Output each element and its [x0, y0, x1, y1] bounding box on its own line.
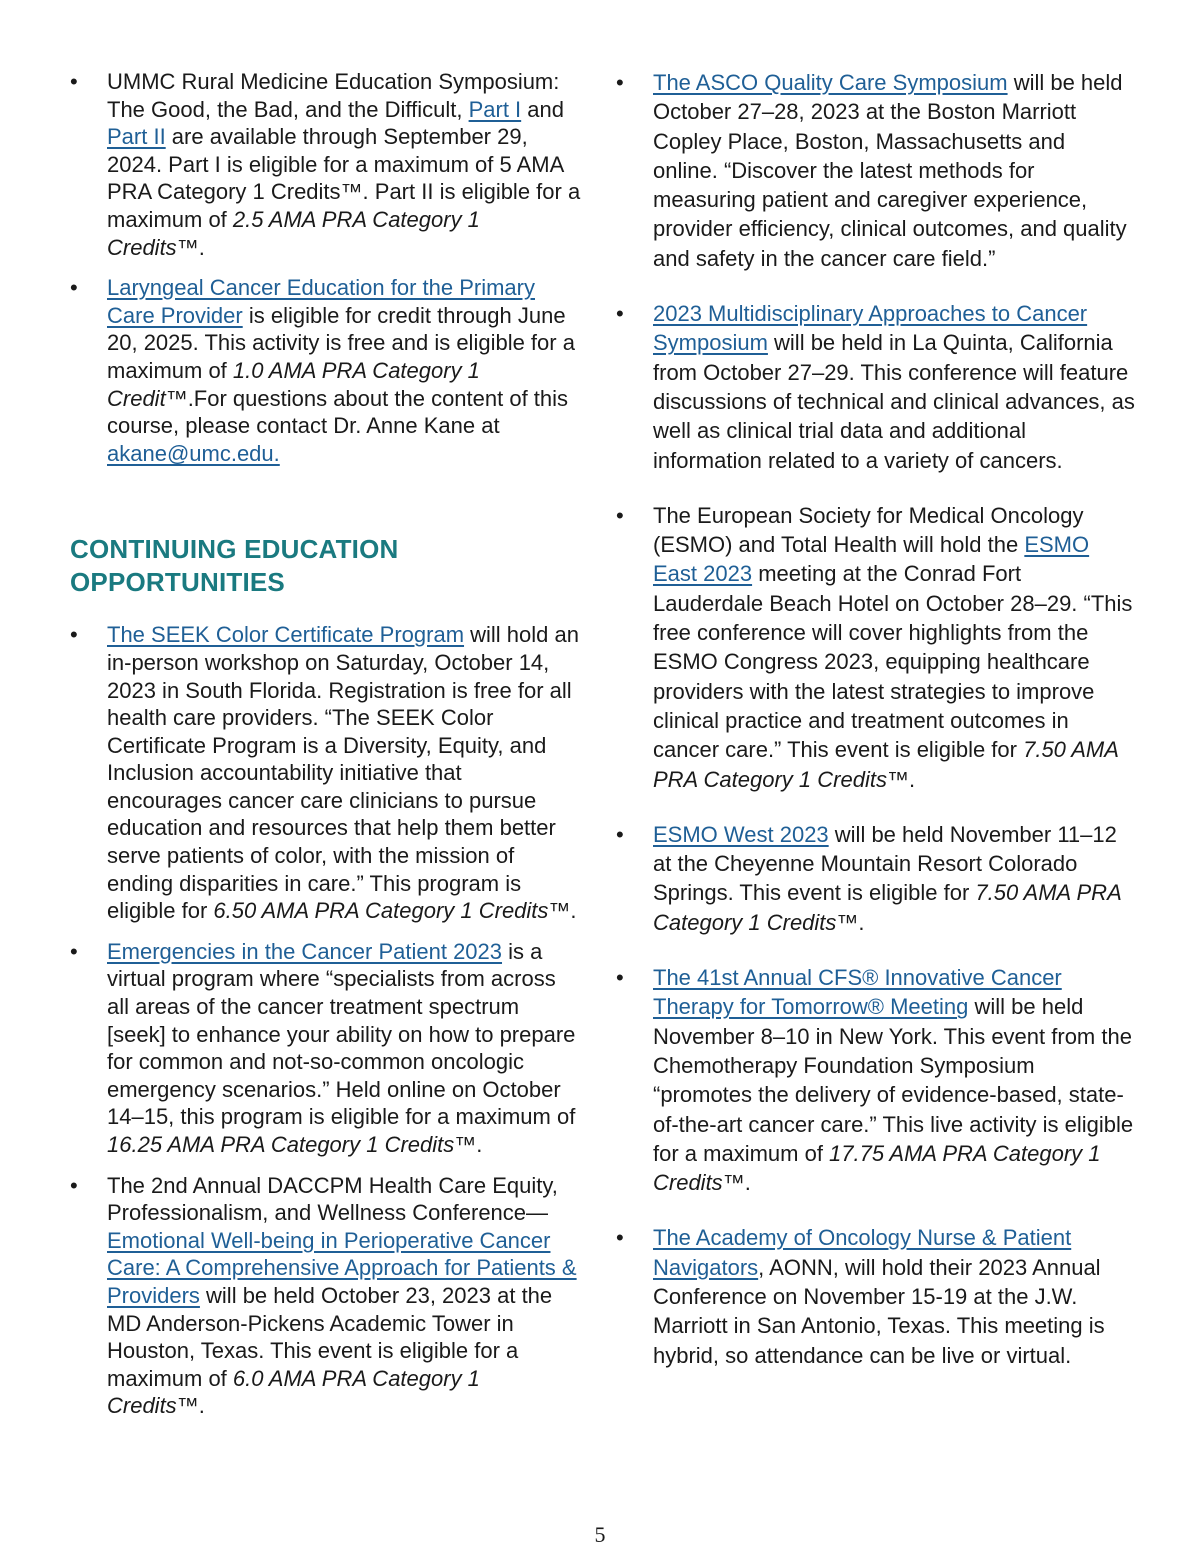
- list-item: [70, 938, 582, 1159]
- credit-text: 6.50 AMA PRA Category 1 Credits: [213, 898, 549, 924]
- body-text: ™.: [836, 909, 865, 935]
- credit-text: 6.0 AMA PRA Category 1 Credits: [107, 1365, 480, 1419]
- body-text: The European Society for Medical Oncology (ESMO) and Total Health will hold the: [653, 502, 1084, 558]
- event-link[interactable]: Part I: [468, 96, 522, 122]
- list-item: [616, 963, 1136, 1197]
- body-text: are available through September 29, 2024. Part I is eligible for a maximum of 5 AMA PRA Category 1 Credits™. Part II is eligible for a maximum of: [107, 124, 581, 232]
- body-text: is a virtual program where “specialists from across all areas of the cancer treatment spectrum [seek] to enhance your ability on how to prepare for common and not-so-common oncologic emergency scenarios.” Held online on October 14–15, this program is eligible for a maximum of: [107, 938, 576, 1130]
- body-text: UMMC Rural Medicine Education Symposium: The Good, the Bad, and the Difficult,: [107, 69, 560, 122]
- body-text: ™.: [886, 766, 916, 792]
- event-link[interactable]: ESMO West 2023: [653, 821, 829, 847]
- event-link[interactable]: The 41st Annual CFS® Innovative Cancer Therapy for Tomorrow® Meeting: [653, 965, 1062, 1020]
- body-text: meeting at the Conrad Fort Lauderdale Beach Hotel on October 28–29. “This free conference will cover highlights from the ESMO Congress 2023, equipping healthcare providers with the latest strategies to improve clinical practice and treatment outcomes in cancer care.” This event is eligible for: [653, 561, 1133, 763]
- left-column: [70, 68, 582, 1433]
- list-item: [616, 68, 1136, 273]
- body-text: will be held in La Quinta, California from October 27–29. This conference will feature discussions of technical and clinical advances, as well as clinical trial data and additional information related to a variety of cancers.: [653, 330, 1135, 473]
- list-item: [70, 68, 582, 261]
- credit-text: 7.50 AMA PRA Category 1 Credits: [653, 880, 1121, 935]
- event-link[interactable]: 2023 Multidisciplinary Approaches to Cancer Symposium: [653, 301, 1088, 356]
- list-item: [70, 621, 582, 925]
- section-heading: CONTINUING EDUCATION OPPORTUNITIES: [70, 534, 399, 598]
- event-link[interactable]: Emotional Well-being in Perioperative Cancer Care: A Comprehensive Approach for Patients & Providers: [107, 1227, 577, 1308]
- event-link[interactable]: akane@umc.edu.: [107, 440, 280, 466]
- credit-text: 2.5 AMA PRA Category 1 Credits: [107, 206, 480, 260]
- credit-text: 16.25 AMA PRA Category 1 Credits: [107, 1132, 455, 1157]
- event-link[interactable]: The Academy of Oncology Nurse & Patient Navigators: [653, 1225, 1072, 1280]
- body-text: ™.: [548, 898, 577, 924]
- event-link[interactable]: The ASCO Quality Care Symposium: [653, 70, 1008, 95]
- body-text: ™.: [722, 1170, 751, 1196]
- list-item: [70, 1172, 582, 1420]
- list-item: [616, 1223, 1136, 1369]
- page-number: 5: [594, 1522, 606, 1547]
- program-list: [70, 68, 582, 467]
- body-text: will hold an in-person workshop on Saturday, October 14, 2023 in South Florida. Registration is free for all health care providers. “The SEEK Color Certificate Program is a Diversity, Equity, and Inclusion accountability initiative that encourages cancer care clinicians to pursue education and resources that help them better serve patients of color, with the mission of ending disparities in care.” This program is eligible for: [107, 622, 579, 924]
- credit-text: 17.75 AMA PRA Category 1 Credits: [653, 1140, 1101, 1196]
- event-link[interactable]: Laryngeal Cancer Education for the Primary Care Provider: [107, 275, 535, 328]
- credit-text: 1.0 AMA PRA Category 1 Credit: [107, 357, 480, 411]
- list-item: [616, 299, 1136, 475]
- body-text: ™.: [176, 1393, 205, 1419]
- list-item: [70, 274, 582, 467]
- body-text: will be held October 23, 2023 at the MD Anderson-Pickens Academic Tower in Houston, Texas. This event is eligible for a maximum of: [107, 1282, 553, 1391]
- right-column: [616, 68, 1136, 1396]
- event-link[interactable]: ESMO East 2023: [653, 532, 1090, 587]
- body-text: ™.: [454, 1132, 483, 1157]
- body-text: , AONN, will hold their 2023 Annual Conference on November 15-19 at the J.W. Marriott in San Antonio, Texas. This meeting is hybrid, so attendance can be live or virtual.: [653, 1254, 1105, 1368]
- list-item: [616, 501, 1136, 794]
- body-text: ™.: [176, 234, 205, 260]
- body-text: will be held November 8–10 in New York. This event from the Chemotherapy Foundation Symposium “promotes the delivery of evidence-based, state-of-the-art cancer care.” This live activity is eligible for a maximum of: [653, 994, 1134, 1166]
- body-text: will be held October 27–28, 2023 at the Boston Marriott Copley Place, Boston, Massachusetts and online. “Discover the latest methods for measuring patient and caregiver experience, provider efficiency, clinical outcomes, and quality and safety in the cancer care field.”: [653, 70, 1127, 271]
- credit-text: 7.50 AMA PRA Category 1 Credits: [653, 737, 1119, 792]
- body-text: and: [521, 96, 564, 122]
- body-text: will be held November 11–12 at the Cheyenne Mountain Resort Colorado Springs. This event is eligible for: [653, 821, 1117, 906]
- event-link[interactable]: Part II: [107, 124, 166, 150]
- event-link[interactable]: The SEEK Color Certificate Program: [107, 622, 465, 648]
- event-list: [616, 68, 1136, 1370]
- body-text: is eligible for credit through June 20, 2025. This activity is free and is eligible for a maximum of: [107, 302, 575, 383]
- opportunity-list: [70, 621, 582, 1420]
- event-link[interactable]: Emergencies in the Cancer Patient 2023: [107, 938, 503, 964]
- body-text: The 2nd Annual DACCPM Health Care Equity, Professionalism, and Wellness Conference—: [107, 1172, 558, 1226]
- body-text: ™.For questions about the content of this course, please contact Dr. Anne Kane at: [107, 385, 569, 439]
- list-item: [616, 820, 1136, 937]
